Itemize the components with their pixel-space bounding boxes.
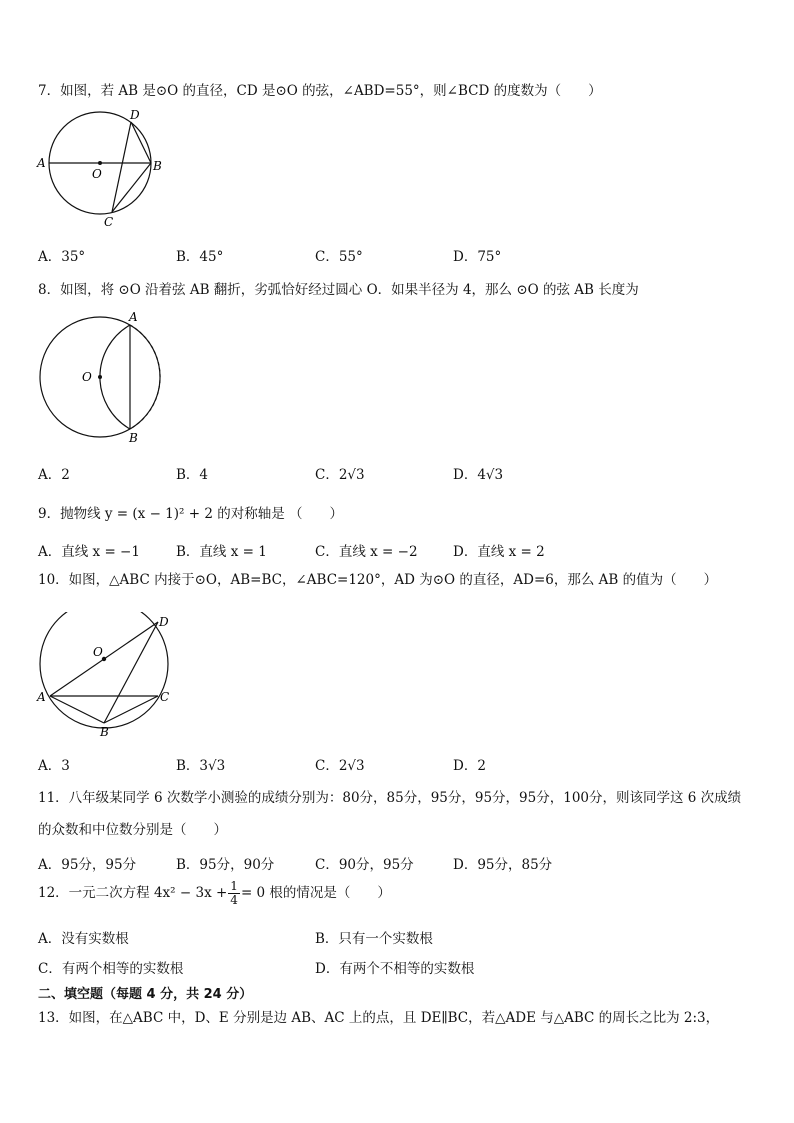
label-a: A bbox=[37, 156, 46, 170]
label-c: C bbox=[160, 690, 170, 704]
q12-stem-prefix: 12．一元二次方程 4x² − 3x + bbox=[38, 885, 228, 901]
label-o: O bbox=[92, 167, 102, 181]
q7-option-d[interactable]: D．75° bbox=[453, 249, 502, 265]
q11-option-d[interactable]: D．95分，85分 bbox=[453, 857, 553, 873]
q9-option-c[interactable]: C．直线 x = −2 bbox=[315, 544, 418, 560]
question-12-stem bbox=[38, 880, 391, 907]
question-8-stem: 8．如图，将 ⊙O 沿着弦 AB 翻折，劣弧恰好经过圆心 O．如果半径为 4，那么 ⊙O 的弦 AB 长度为 bbox=[38, 282, 639, 298]
original-arc-dashed bbox=[130, 325, 160, 429]
q7-option-a[interactable]: A．35° bbox=[38, 249, 86, 265]
question-9-stem: 9．抛物线 y = (x − 1)² + 2 的对称轴是 （ ） bbox=[38, 506, 344, 522]
q7-option-b[interactable]: B．45° bbox=[176, 249, 224, 265]
label-b: B bbox=[129, 431, 138, 445]
q8-option-b[interactable]: B．4 bbox=[176, 467, 209, 483]
label-b: B bbox=[153, 159, 162, 173]
q11-option-b[interactable]: B．95分，90分 bbox=[176, 857, 275, 873]
label-d: D bbox=[130, 108, 140, 122]
question-7-figure bbox=[34, 108, 164, 230]
q11-option-a[interactable]: A．95分，95分 bbox=[38, 857, 137, 873]
question-8-figure bbox=[34, 306, 169, 448]
q11-option-c[interactable]: C．90分，95分 bbox=[315, 857, 414, 873]
center-point bbox=[98, 375, 102, 379]
question-7-stem: 7．如图，若 AB 是⊙O 的直径，CD 是⊙O 的弦，∠ABD=55°，则∠BCD 的度数为（ ） bbox=[38, 83, 602, 99]
label-o: O bbox=[82, 370, 92, 384]
label-d: D bbox=[159, 615, 169, 629]
q12-stem-suffix: = 0 根的情况是（ ） bbox=[240, 885, 391, 901]
q12-fraction bbox=[228, 880, 240, 907]
q12-option-c[interactable]: C．有两个相等的实数根 bbox=[38, 961, 184, 977]
q10-option-d[interactable]: D．2 bbox=[453, 758, 486, 774]
q7-option-c[interactable]: C．55° bbox=[315, 249, 363, 265]
chord-ab bbox=[50, 696, 104, 723]
chord-dc bbox=[112, 122, 131, 212]
chord-bc bbox=[104, 696, 158, 723]
folded-arc bbox=[100, 325, 130, 429]
q10-option-b[interactable]: B．3√3 bbox=[176, 758, 226, 774]
label-c: C bbox=[104, 215, 114, 229]
q12-option-b[interactable]: B．只有一个实数根 bbox=[315, 931, 433, 947]
q9-option-d[interactable]: D．直线 x = 2 bbox=[453, 544, 545, 560]
q9-option-a[interactable]: A．直线 x = −1 bbox=[38, 544, 140, 560]
q12-option-d[interactable]: D．有两个不相等的实数根 bbox=[315, 961, 475, 977]
fraction-denominator: 4 bbox=[230, 893, 238, 907]
q9-option-b[interactable]: B．直线 x = 1 bbox=[176, 544, 267, 560]
circle-o bbox=[40, 612, 168, 728]
label-o: O bbox=[93, 645, 103, 659]
question-11-stem-line2: 的众数和中位数分别是（ ） bbox=[38, 822, 227, 838]
label-b: B bbox=[100, 725, 109, 739]
label-a: A bbox=[37, 690, 46, 704]
q8-option-a[interactable]: A．2 bbox=[38, 467, 70, 483]
section-fill-in-title: 二、填空题（每题 4 分，共 24 分） bbox=[38, 987, 253, 1002]
q12-option-a[interactable]: A．没有实数根 bbox=[38, 931, 129, 947]
center-point bbox=[98, 161, 102, 165]
fraction-numerator: 1 bbox=[230, 879, 238, 893]
question-10-figure bbox=[34, 612, 179, 740]
label-a: A bbox=[129, 310, 138, 324]
question-11-stem-line1: 11．八年级某同学 6 次数学小测验的成绩分别为：80分，85分，95分，95分，95分，100分，则该同学这 6 次成绩 bbox=[38, 790, 742, 806]
q10-option-c[interactable]: C．2√3 bbox=[315, 758, 365, 774]
question-10-stem: 10．如图，△ABC 内接于⊙O，AB=BC，∠ABC=120°，AD 为⊙O 的直径，AD=6，那么 AB 的值为（ ） bbox=[38, 572, 718, 588]
q8-option-c[interactable]: C．2√3 bbox=[315, 467, 365, 483]
question-13-stem: 13．如图，在△ABC 中，D、E 分别是边 AB、AC 上的点，且 DE∥BC，若△ADE 与△ABC 的周长之比为 2:3， bbox=[38, 1010, 720, 1026]
q10-option-a[interactable]: A．3 bbox=[38, 758, 70, 774]
q8-option-d[interactable]: D．4√3 bbox=[453, 467, 504, 483]
chord-db bbox=[131, 122, 151, 163]
